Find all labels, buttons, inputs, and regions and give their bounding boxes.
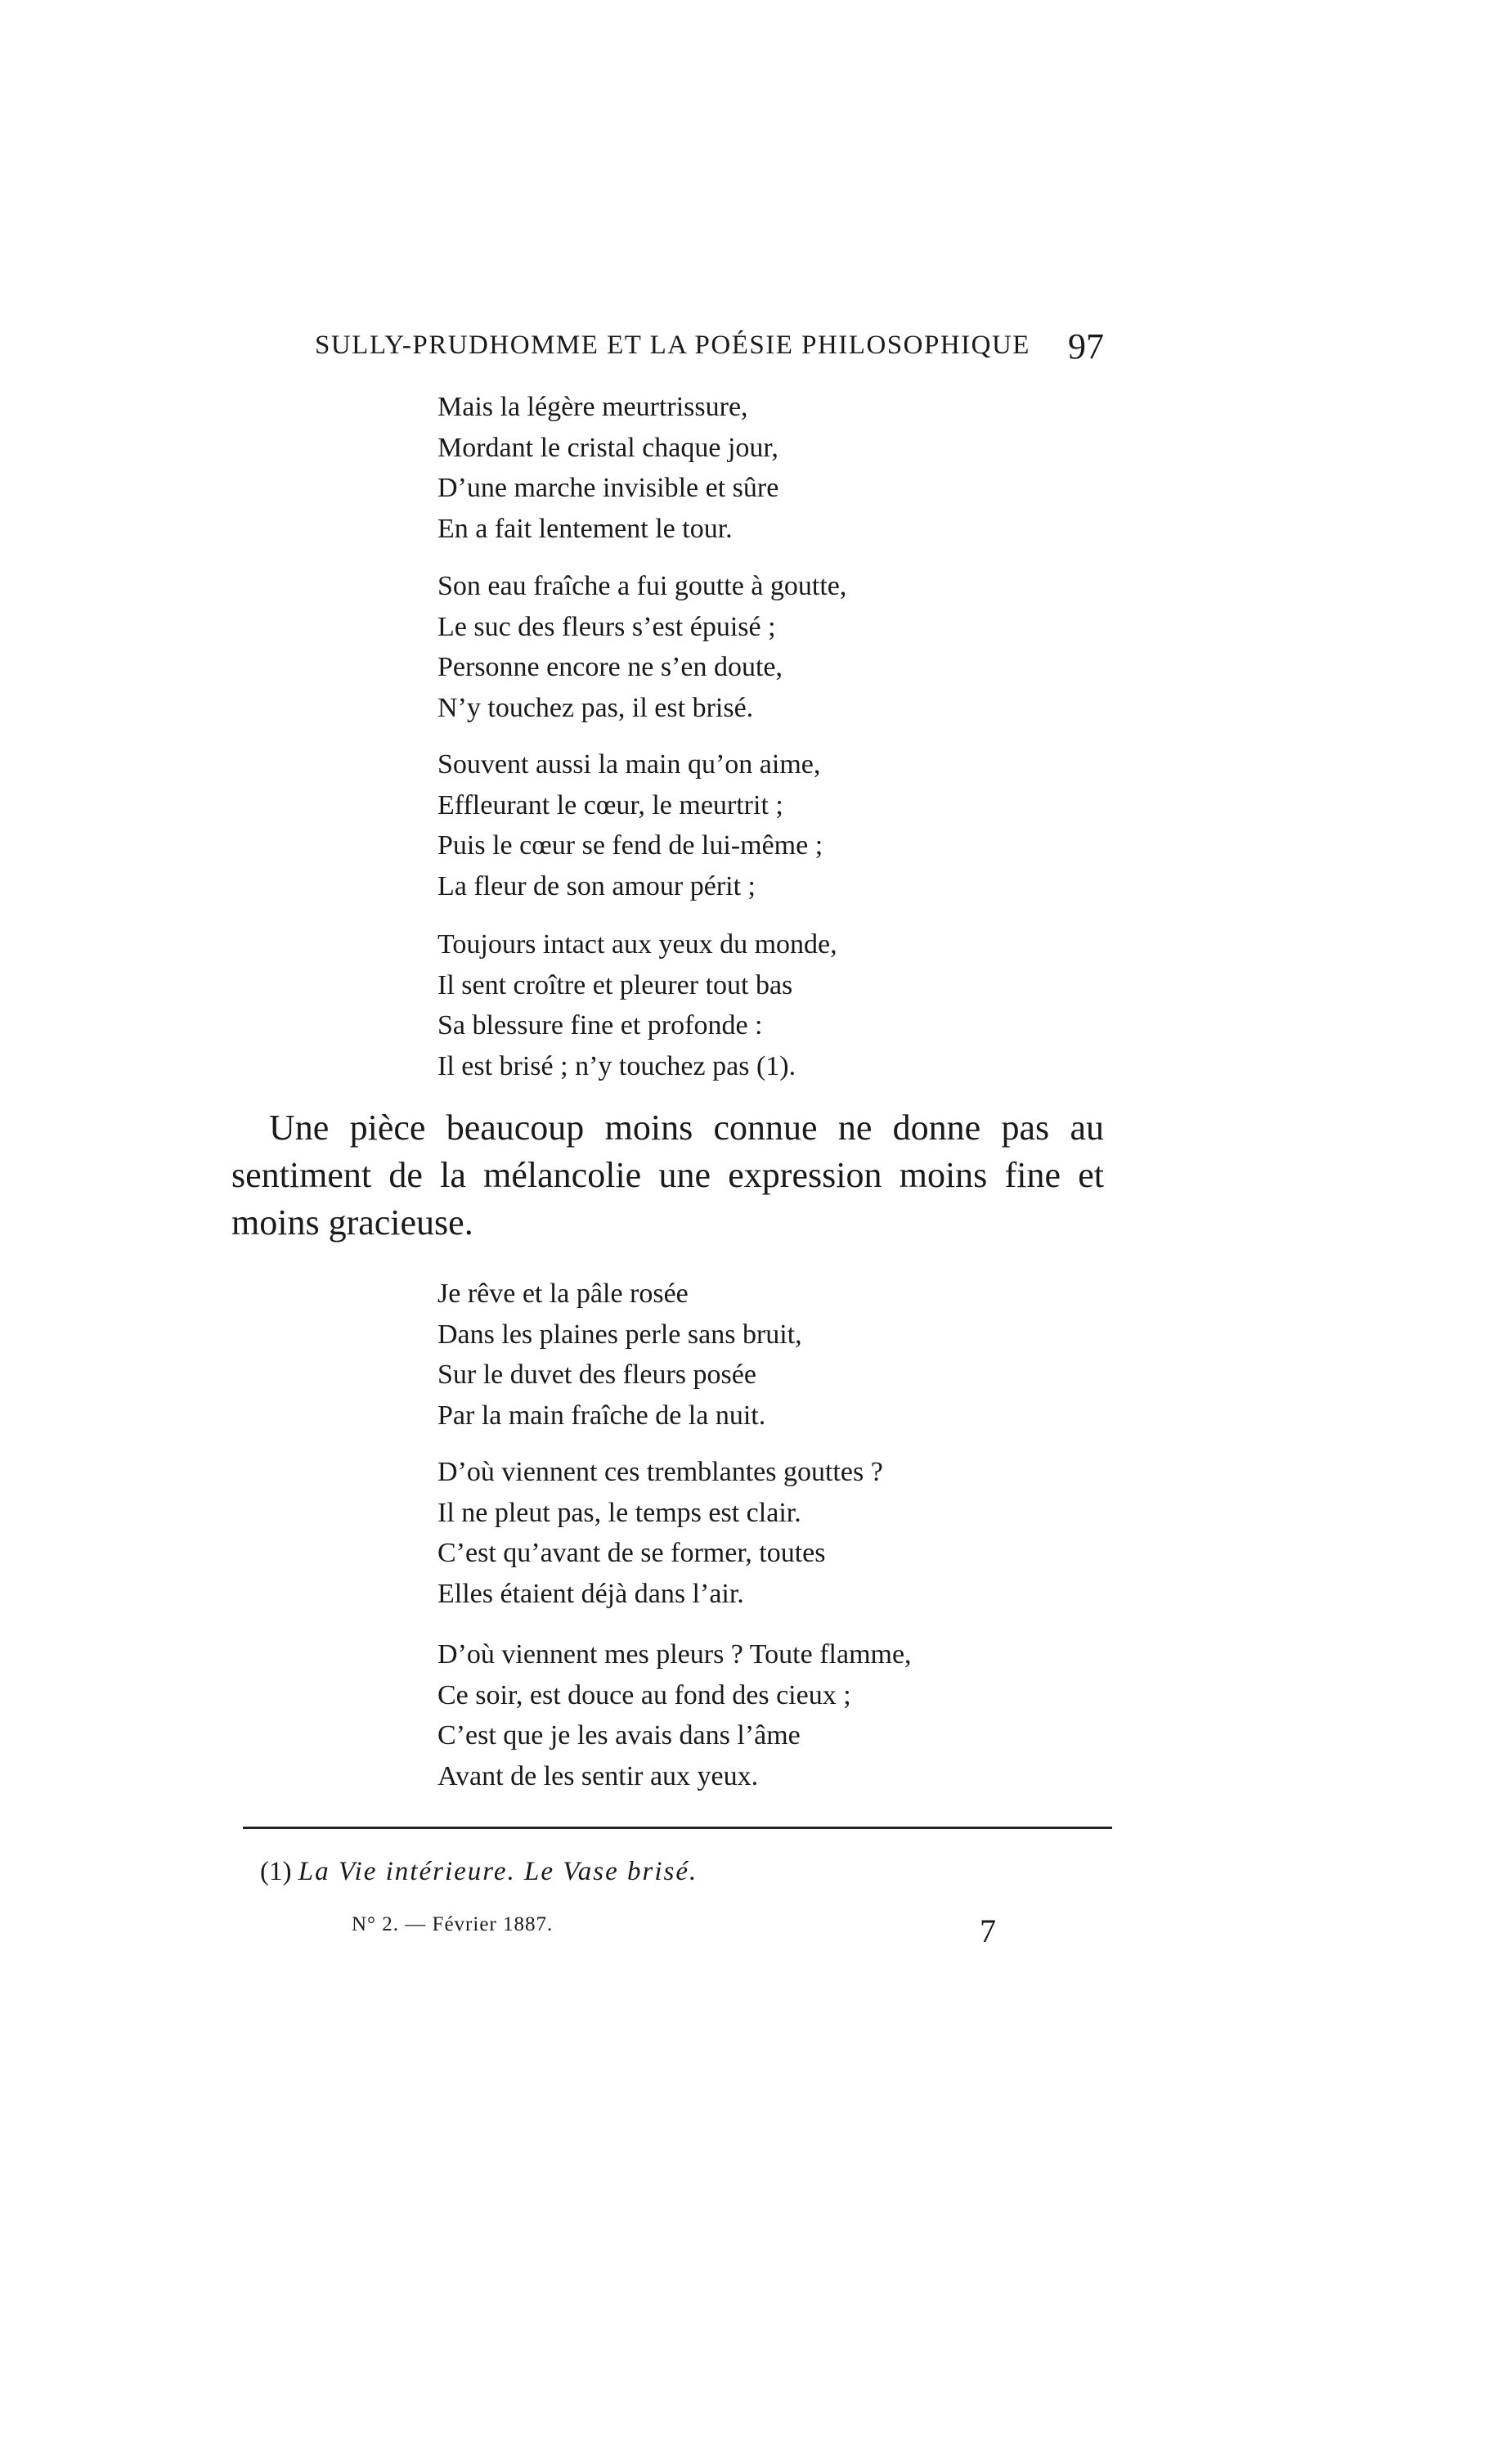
footnote xyxy=(260,1857,698,1887)
verse-line: En a fait lentement le tour. xyxy=(437,513,733,544)
poem1-stanza-4 xyxy=(437,924,837,1086)
verse-line: Sur le duvet des fleurs posée xyxy=(437,1360,756,1390)
prose-paragraph: Une pièce beaucoup moins connue ne donne pas au sentiment de la mélancolie une expression moins fine et moins gracieuse. xyxy=(231,1108,1104,1243)
verse-line: D’où viennent mes pleurs ? Toute flamme, xyxy=(437,1639,912,1670)
issue-line: N° 2. — Février 1887. xyxy=(352,1913,554,1935)
verse-line: La fleur de son amour périt ; xyxy=(437,870,756,901)
poem2-stanza-1 xyxy=(437,1274,802,1436)
verse-line: Toujours intact aux yeux du monde, xyxy=(437,929,837,960)
verse-line: Mais la légère meurtrissure, xyxy=(437,392,748,422)
running-title: SULLY-PRUDHOMME ET LA POÉSIE PHILOSOPHIQUE xyxy=(315,330,1030,360)
verse-line: Sa blessure fine et profonde : xyxy=(437,1010,763,1040)
verse-line: Puis le cœur se fend de lui-même ; xyxy=(437,830,823,861)
signature-mark: 7 xyxy=(980,1912,996,1949)
verse-line: Personne encore ne s’en doute, xyxy=(437,652,783,682)
poem1-stanza-3 xyxy=(437,744,823,906)
poem1-stanza-1 xyxy=(437,387,778,549)
verse-line: Effleurant le cœur, le meurtrit ; xyxy=(437,789,783,820)
verse-line: C’est que je les avais dans l’âme xyxy=(437,1720,801,1751)
verse-line: Il sent croître et pleurer tout bas xyxy=(437,969,793,1000)
footnote-citation: La Vie intérieure. Le Vase brisé. xyxy=(298,1857,698,1886)
poem1-stanza-2 xyxy=(437,566,846,728)
verse-line: N’y touchez pas, il est brisé. xyxy=(437,692,754,723)
verse-line: Dans les plaines perle sans bruit, xyxy=(437,1319,802,1350)
verse-line: Mordant le cristal chaque jour, xyxy=(437,432,778,463)
verse-line: Ce soir, est douce au fond des cieux ; xyxy=(437,1679,851,1710)
poem2-stanza-3 xyxy=(437,1634,912,1796)
verse-line: Je rêve et la pâle rosée xyxy=(437,1279,689,1309)
verse-line: Souvent aussi la main qu’on aime, xyxy=(437,749,821,780)
verse-line: Elles étaient déjà dans l’air. xyxy=(437,1578,744,1609)
verse-line: Avant de les sentir aux yeux. xyxy=(437,1760,759,1791)
verse-line: Le suc des fleurs s’est épuisé ; xyxy=(437,611,776,642)
verse-line: Par la main fraîche de la nuit. xyxy=(437,1400,766,1431)
verse-line: Il ne pleut pas, le temps est clair. xyxy=(437,1497,801,1528)
footnote-marker: (1) xyxy=(260,1857,292,1886)
footnote-rule xyxy=(243,1827,1112,1829)
verse-line: D’où viennent ces tremblantes gouttes ? xyxy=(437,1457,883,1487)
verse-line: Son eau fraîche a fui goutte à goutte, xyxy=(437,571,847,601)
verse-line: C’est qu’avant de se former, toutes xyxy=(437,1538,826,1568)
page-number: 97 xyxy=(1068,326,1104,366)
verse-line: D’une marche invisible et sûre xyxy=(437,473,779,503)
running-head xyxy=(315,326,1104,375)
verse-line: Il est brisé ; n’y touchez pas (1). xyxy=(437,1050,796,1081)
poem2-stanza-2 xyxy=(437,1452,883,1614)
